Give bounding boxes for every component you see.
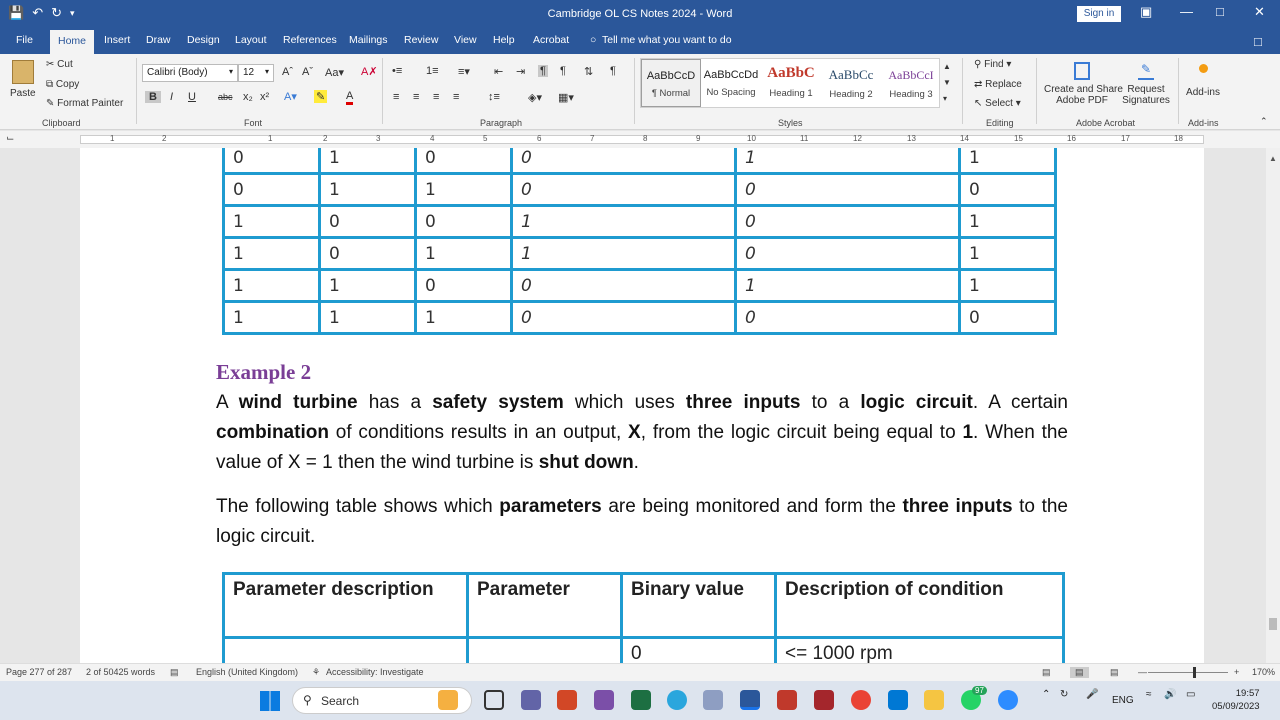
table-cell: 1 (416, 174, 512, 206)
sign-in-button[interactable]: Sign in (1077, 6, 1121, 22)
collapse-ribbon-icon[interactable]: ⌃ (1260, 116, 1268, 126)
ruler-number: 3 (376, 134, 381, 143)
wifi-icon[interactable]: ≈ (1146, 689, 1152, 700)
table-row (224, 270, 1056, 302)
text-effects-icon[interactable]: A▾ (284, 91, 297, 103)
print-layout-icon[interactable]: ▤ (1070, 667, 1089, 678)
align-left-icon[interactable]: ≡ (393, 91, 400, 103)
table-cell: 1 (416, 302, 512, 334)
copy-icon: ⧉ (46, 79, 54, 90)
ruler-number: 17 (1121, 134, 1130, 143)
language-indicator[interactable]: English (United Kingdom) (196, 667, 299, 677)
align-center-icon[interactable]: ≡ (413, 91, 420, 103)
table-cell: 0 (736, 238, 960, 270)
paste-button[interactable]: Paste (10, 60, 36, 99)
styles-scroll-up-icon[interactable]: ▲ (943, 62, 951, 71)
search-highlight-icon[interactable] (438, 690, 458, 710)
parameter-table (222, 572, 1065, 663)
scroll-up-icon[interactable]: ▲ (1269, 154, 1277, 163)
chevron-up-icon[interactable]: ⌃ (1042, 689, 1051, 700)
table-row (224, 638, 1064, 664)
taskbar (0, 681, 1280, 720)
document-area[interactable] (0, 148, 1266, 663)
request-signatures-button[interactable]: ✎ Request Signatures (1122, 62, 1170, 106)
header-cell: Parameter (468, 574, 622, 638)
vertical-scrollbar[interactable] (1266, 148, 1280, 663)
editing-group-label: Editing (986, 118, 1014, 128)
table-cell: 1 (512, 206, 736, 238)
ribbon-tabs (0, 28, 1280, 54)
pdf-icon (1074, 62, 1090, 80)
grow-font-icon[interactable]: Aˆ (282, 66, 293, 78)
table-cell: 0 (512, 270, 736, 302)
tab-view[interactable]: View (454, 34, 477, 46)
page-count[interactable]: Page 277 of 287 (6, 667, 73, 677)
ruler-number: 10 (747, 134, 756, 143)
bullets-icon[interactable]: •≡ (392, 65, 403, 77)
table-cell: 0 (512, 148, 736, 174)
ruler-number: 18 (1174, 134, 1183, 143)
truth-table (222, 148, 1057, 335)
acrobat-group-label: Adobe Acrobat (1076, 118, 1136, 128)
table-cell: 1 (960, 206, 1056, 238)
table-cell: 1 (224, 206, 320, 238)
accessibility-icon: ⚘ (312, 667, 321, 677)
style-heading-1[interactable]: AaBbC Heading 1 (767, 65, 815, 99)
table-cell: 1 (960, 270, 1056, 302)
table-cell: 0 (320, 206, 416, 238)
zoom-slider-thumb[interactable] (1193, 667, 1196, 678)
align-right-icon[interactable]: ≡ (433, 91, 440, 103)
ruler-number: 1 (268, 134, 273, 143)
copy-button[interactable]: ⧉ Copy (46, 79, 80, 90)
ruler-track[interactable] (80, 135, 1204, 144)
font-group-label: Font (244, 118, 263, 128)
styles-group-label: Styles (778, 118, 803, 128)
ruler-number: 2 (162, 134, 167, 143)
font-size-box[interactable]: 12 ▾ (238, 64, 274, 82)
table-row (224, 174, 1056, 206)
table-cell: 0 (416, 206, 512, 238)
table-row (224, 148, 1056, 174)
add-ins-icon (1199, 64, 1208, 73)
table-cell: 0 (224, 148, 320, 174)
paragraph-1[interactable]: A wind turbine has a safety system which uses three inputs to a logic circuit. A certain combination of conditions results in an output, X, from the logic circuit being equal to 1. When the value of X = 1 then the wind turbine is shut down. (216, 392, 1069, 473)
search-box[interactable]: ⚲ Search (292, 687, 472, 714)
signature-icon: ✎ (1138, 62, 1154, 80)
format-painter-button[interactable]: ✎ Format Painter (46, 98, 124, 109)
zoom-level[interactable]: 170% (1252, 667, 1276, 677)
ltr-direction-icon[interactable]: ¶ (540, 65, 546, 77)
ruler-number: 2 (323, 134, 328, 143)
chrome-icon[interactable] (851, 690, 871, 710)
separator (962, 58, 963, 124)
tell-me-text: Tell me what you want to do (602, 34, 732, 46)
clipboard-group-label: Clipboard (42, 118, 81, 128)
add-ins-group-label: Add-ins (1188, 118, 1219, 128)
microphone-icon[interactable]: 🎤 (1086, 689, 1099, 700)
sync-icon[interactable]: ↻ (1060, 689, 1069, 700)
ribbon-display-icon[interactable]: ▣ (1140, 4, 1153, 19)
table-cell: 0 (512, 302, 736, 334)
table-cell: 1 (320, 302, 416, 334)
table-header-row (224, 574, 1064, 638)
save-icon[interactable]: 💾 (8, 5, 25, 20)
table-cell: 1 (224, 238, 320, 270)
table-row (224, 206, 1056, 238)
time: 19:57 (1235, 688, 1260, 699)
find-button[interactable]: ⚲ Find ▾ (974, 59, 1012, 70)
shrink-font-icon[interactable]: Aˇ (302, 66, 313, 78)
ruler-number: 11 (800, 134, 809, 143)
ruler-number: 8 (643, 134, 648, 143)
borders-icon[interactable]: ▦▾ (558, 92, 574, 104)
decrease-indent-icon[interactable]: ⇤ (494, 66, 504, 78)
replace-icon: ⇄ (974, 79, 983, 90)
customize-qat-icon[interactable]: ▾ (70, 7, 75, 18)
paragraph-2[interactable]: The following table shows which parameters are being monitored and form the three inputs to the logic circuit. (216, 496, 1068, 547)
ruler-number: 4 (430, 134, 435, 143)
styles-more-icon[interactable]: ▾ (943, 94, 948, 103)
zoom-in-icon[interactable]: + (1234, 667, 1240, 677)
superscript-button[interactable]: x² (260, 91, 270, 103)
increase-indent-icon[interactable]: ⇥ (516, 66, 526, 78)
tab-insert[interactable]: Insert (104, 34, 131, 46)
italic-button[interactable]: I (170, 91, 174, 103)
window-title: Cambridge OL CS Notes 2024 - Word (547, 8, 733, 20)
task-view-icon[interactable] (484, 690, 504, 710)
date: 05/09/2023 (1212, 701, 1260, 712)
font-name-box[interactable]: Calibri (Body) ▾ (142, 64, 238, 82)
table-cell: 0 (320, 238, 416, 270)
tab-home[interactable]: Home (50, 30, 94, 54)
word-count[interactable]: 2 of 50425 words (86, 667, 156, 677)
table-cell (224, 638, 468, 664)
windows-start-icon[interactable] (260, 691, 280, 711)
ruler-number: 1 (110, 134, 115, 143)
table-cell: 0 (736, 302, 960, 334)
tell-me-search[interactable] (590, 34, 732, 46)
store-icon[interactable] (888, 690, 908, 710)
ruler-number: 5 (483, 134, 488, 143)
lightbulb-icon: ○ (590, 34, 597, 46)
document-page[interactable] (80, 148, 1204, 663)
separator (1178, 58, 1179, 124)
separator (136, 58, 137, 124)
ruler-number: 13 (907, 134, 916, 143)
separator (634, 58, 635, 124)
change-case-icon[interactable]: Aa▾ (325, 67, 344, 79)
table-cell: 1 (224, 270, 320, 302)
powerpoint-icon[interactable] (557, 690, 577, 710)
status-bar (0, 663, 1280, 681)
clock[interactable] (1212, 687, 1260, 713)
web-layout-icon[interactable]: ▤ (1110, 667, 1119, 677)
edge-icon[interactable] (667, 690, 687, 710)
header-cell: Description of condition (776, 574, 1064, 638)
scroll-thumb[interactable] (1269, 618, 1277, 630)
search-icon: ⚲ (974, 59, 982, 70)
table-cell: 0 (416, 148, 512, 174)
volume-icon[interactable]: 🔊 (1164, 689, 1177, 700)
accessibility-status[interactable]: Accessibility: Investigate (326, 667, 424, 677)
scissors-icon: ✂ (46, 59, 55, 70)
comments-icon[interactable]: □ (1254, 34, 1262, 49)
tab-mailings[interactable]: Mailings (349, 34, 388, 46)
ruler-number: 16 (1067, 134, 1076, 143)
undo-icon[interactable]: ↶ (32, 5, 44, 20)
tab-review[interactable]: Review (404, 34, 439, 46)
show-marks-icon[interactable]: ¶ (610, 65, 616, 77)
teams-icon[interactable] (521, 690, 541, 710)
table-cell: 1 (512, 238, 736, 270)
table-cell: 1 (224, 302, 320, 334)
replace-button[interactable]: ⇄ Replace (974, 79, 1022, 90)
table-cell: 1 (320, 174, 416, 206)
line-spacing-icon[interactable]: ↕≡ (488, 91, 500, 103)
table-cell: <= 1000 rpm (776, 638, 1064, 664)
style-heading-2[interactable]: AaBbCc Heading 2 (828, 67, 874, 100)
access-icon[interactable] (814, 690, 834, 710)
example-heading: Example 2 (216, 360, 312, 384)
cursor-icon: ↖ (974, 98, 983, 109)
excel-icon[interactable] (631, 690, 651, 710)
numbering-icon[interactable]: 1≡ (426, 65, 439, 77)
shading-icon[interactable]: ◈▾ (528, 92, 542, 104)
tab-layout[interactable]: Layout (235, 34, 267, 46)
ruler-number: 9 (696, 134, 701, 143)
file-explorer-icon[interactable] (924, 690, 944, 710)
styles-gallery (640, 58, 940, 108)
focus-mode-icon[interactable]: ▤ (1042, 667, 1051, 677)
style-heading-3[interactable]: AaBbCcI Heading 3 (888, 68, 934, 100)
zoom-out-icon[interactable]: — (1138, 667, 1147, 677)
style-no-spacing[interactable]: AaBbCcDd No Spacing (703, 69, 759, 98)
ruler-number: 14 (960, 134, 969, 143)
table-cell (468, 638, 622, 664)
redo-icon[interactable]: ↻ (51, 5, 62, 20)
acrobat-icon[interactable] (777, 690, 797, 710)
style-normal[interactable]: AaBbCcD ¶ Normal (641, 59, 701, 107)
maximize-icon[interactable]: □ (1216, 4, 1224, 19)
separator (1036, 58, 1037, 124)
close-icon[interactable]: ✕ (1254, 4, 1265, 19)
header-cell: Parameter description (224, 574, 468, 638)
table-cell: 1 (736, 148, 960, 174)
tab-help[interactable]: Help (493, 34, 515, 46)
tab-references[interactable]: References (283, 34, 337, 46)
strikethrough-button[interactable]: abc (218, 92, 233, 102)
word-icon[interactable] (740, 690, 760, 710)
clear-formatting-icon[interactable]: A✗ (361, 66, 378, 78)
table-cell: 1 (960, 238, 1056, 270)
table-cell: 1 (736, 270, 960, 302)
tab-design[interactable]: Design (187, 34, 220, 46)
table-cell: 0 (512, 174, 736, 206)
snipping-tool-icon[interactable] (594, 690, 614, 710)
app-icon[interactable] (703, 690, 723, 710)
select-button[interactable]: ↖ Select ▾ (974, 98, 1021, 109)
header-cell: Binary value (622, 574, 776, 638)
ribbon (0, 54, 1280, 130)
proofing-icon[interactable]: ▤ (170, 667, 179, 677)
brush-icon: ✎ (46, 98, 55, 109)
ruler-number: 12 (853, 134, 862, 143)
ruler-number: 7 (590, 134, 595, 143)
tab-draw[interactable]: Draw (146, 34, 171, 46)
clipboard-icon (12, 60, 34, 84)
title-bar (0, 0, 1280, 28)
paragraph-group-label: Paragraph (480, 118, 523, 128)
table-cell: 0 (960, 302, 1056, 334)
table-cell: 1 (960, 148, 1056, 174)
horizontal-ruler[interactable] (0, 131, 1280, 148)
zoom-slider[interactable] (1148, 672, 1228, 673)
zoom-app-icon[interactable] (998, 690, 1018, 710)
table-cell: 0 (736, 174, 960, 206)
table-cell: 0 (736, 206, 960, 238)
cut-button[interactable]: ✂ Cut (46, 59, 73, 70)
table-row (224, 302, 1056, 334)
chevron-down-icon: ▾ (264, 67, 269, 76)
bold-button[interactable]: B (145, 91, 161, 103)
table-cell: 0 (224, 174, 320, 206)
input-language[interactable]: ENG (1112, 695, 1134, 706)
subscript-button[interactable]: x₂ (243, 91, 253, 103)
minimize-icon[interactable]: — (1180, 4, 1193, 19)
rtl-direction-icon[interactable]: ¶ (560, 65, 566, 77)
separator (382, 58, 383, 124)
tab-acrobat[interactable]: Acrobat (533, 34, 570, 46)
multilevel-list-icon[interactable]: ≡▾ (458, 66, 470, 78)
underline-button[interactable]: U (188, 91, 196, 103)
table-cell: 0 (960, 174, 1056, 206)
highlight-icon[interactable]: ✎ (316, 91, 326, 103)
whatsapp-badge: 97 (972, 686, 987, 695)
table-cell: 0 (416, 270, 512, 302)
tab-file[interactable]: File (16, 34, 33, 46)
styles-scroll-down-icon[interactable]: ▼ (943, 78, 951, 87)
table-cell: 1 (320, 148, 416, 174)
table-cell: 1 (416, 238, 512, 270)
table-cell: 1 (320, 270, 416, 302)
create-share-pdf-button[interactable]: Create and Share Adobe PDF (1044, 62, 1120, 106)
chevron-down-icon: ▾ (228, 67, 233, 76)
battery-icon[interactable]: ▭ (1186, 689, 1196, 700)
search-icon: ⚲ (303, 693, 312, 707)
sort-icon[interactable]: ⇅ (584, 66, 594, 78)
ruler-number: 6 (537, 134, 542, 143)
ruler-number: 15 (1014, 134, 1023, 143)
justify-icon[interactable]: ≡ (453, 91, 460, 103)
tab-selector-icon[interactable]: ⌙ (6, 133, 15, 144)
add-ins-button[interactable]: Add-ins (1184, 64, 1222, 98)
table-row (224, 238, 1056, 270)
font-color-icon[interactable]: A (346, 90, 353, 105)
table-cell: 0 (622, 638, 776, 664)
